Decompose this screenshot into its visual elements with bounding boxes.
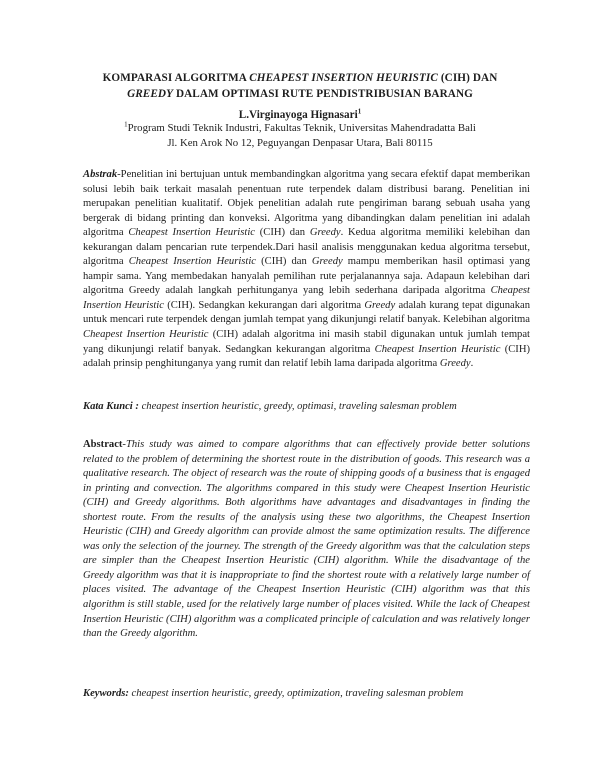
term-greedy: Greedy	[309, 227, 341, 239]
keywords-en-value: cheapest insertion heuristic, greedy, optimization, traveling salesman problem	[128, 688, 464, 699]
title-italic-part: GREEDY	[127, 88, 174, 100]
abstrak-text: .	[470, 358, 474, 370]
affiliation-line: Program Studi Teknik Industri, Fakultas Teknik, Universitas Mahendradatta Bali	[127, 122, 476, 134]
abstract-en-label: Abstract	[83, 439, 123, 450]
abstrak-text: . Kedua algoritma memiliki kelebihan dan kekurangan dalam pencarian rute terpendek.Dari hasil analisis menggunakan kedua algoritma tersebut, algoritma	[83, 227, 530, 268]
author-name	[60, 108, 540, 122]
abstrak-text: adalah kurang tepat digunakan untuk mencari rute terpendek dengan jumlah tempat yang dikunjungi relatif banyak. Kelebihan algoritma	[83, 299, 530, 326]
abstrak-paragraph	[83, 168, 530, 372]
affiliation	[60, 121, 540, 151]
abstrak-text: (CIH) dan	[254, 227, 310, 239]
abstrak-text: (CIH). Sedangkan kekurangan dari algoritma	[163, 299, 365, 311]
keywords-en-label: Keywords:	[83, 688, 129, 699]
affiliation-address: Jl. Ken Arok No 12, Peguyangan Denpasar Utara, Bali 80115	[167, 137, 433, 149]
abstract-en-paragraph	[83, 438, 530, 642]
abstract-en-text: -This study was aimed to compare algorithms that can effectively provide better solutions related to the problem of determining the shortest route in the distribution of goods. This research was a qualitative research. The object of research was the route of shipping goods of a business that is engaged in printing and convection. The algorithms compared in this study were Cheapest Insertion Heuristic (CIH) and Greedy algorithms. Both algorithms have advantages and disadvantages in finding the shortest route. From the results of the analysis using these two algorithms, the Cheapest Insertion Heuristic (CIH) and Greedy algorithm can provide almost the same optimization results. The difference was only the selection of the journey. The strength of the Greedy algorithm was that the calculation steps are simpler than the Cheapest Insertion Heuristic (CIH) algorithm. While the disadvantage of the Greedy algorithm was that it is inappropriate to find the shortest route with a relatively large number of places visited. The advantage of the Cheapest Insertion Heuristic (CIH) algorithm was that this algorithm is still stable, used for the relatively large number of places visited. While the lack of Cheapest Insertion Heuristic (CIH) algorithm was a complicated principle of calculation and was relatively longer than the Greedy algorithm.	[83, 439, 530, 640]
term-cih: Cheapest Insertion Heuristic	[374, 343, 501, 355]
term-greedy: Greedy	[364, 299, 396, 311]
title-italic-part: CHEAPEST INSERTION HEURISTIC	[249, 72, 438, 84]
title-part: DALAM OPTIMASI RUTE PENDISTRIBUSIAN BARANG	[173, 88, 473, 100]
author-superscript: 1	[357, 107, 362, 116]
term-cih: Cheapest Insertion Heuristic	[83, 329, 209, 341]
affiliation-superscript: 1	[124, 120, 128, 129]
term-cih: Cheapest Insertion Heuristic	[83, 285, 530, 311]
term-cih: Cheapest Insertion Heuristic	[128, 256, 257, 268]
kata-kunci-label: Kata Kunci :	[83, 401, 139, 412]
keywords-en	[83, 687, 530, 701]
term-greedy: Greedy	[439, 358, 471, 370]
abstrak-text: (CIH) dan	[256, 256, 312, 268]
abstrak-label: Abstrak	[83, 169, 118, 180]
term-greedy: Greedy	[311, 256, 343, 268]
kata-kunci	[83, 400, 530, 414]
title-part: KOMPARASI ALGORITMA	[102, 72, 250, 84]
title-part: (CIH) DAN	[437, 72, 498, 84]
abstrak-text: mampu memberikan hasil optimasi yang hampir sama. Yang membedakan hanyalah pemilihan rute perjalanannya saja. Adapaun kelebihan dari algoritma Greedy adalah langkah perhitunganya yang lebih sederhana daripada algoritma	[83, 256, 531, 297]
abstrak-text: (CIH) adalah algoritma ini masih stabil digunakan untuk jumlah tempat yang dikunjungi relatif banyak. Sedangkan kekurangan algoritma	[83, 329, 530, 355]
term-cih: Cheapest Insertion Heuristic	[128, 227, 255, 239]
kata-kunci-value: cheapest insertion heuristic, greedy, optimasi, traveling salesman problem	[138, 401, 457, 412]
paper-title	[60, 70, 540, 102]
abstrak-text: -Penelitian ini bertujuan untuk membandingkan algoritma yang secara efektif dapat memberikan solusi lebih baik terkait masalah penentuan rute terpendek dalam distribusi barang. Penelitian ini merupakan penelitian kualitatif. Objek penelitian adalah rute pengiriman barang sebuah usaha yang bergerak di bidang printing dan konveksi. Algoritma yang dibandingkan dalam penelitian ini adalah algoritma	[83, 169, 530, 239]
author-text: L.Virginayoga Hignasari	[238, 109, 358, 121]
abstrak-text: (CIH) adalah prinsip penghitunganya yang rumit dan relatif lebih lama daripada algoritma	[83, 343, 530, 370]
